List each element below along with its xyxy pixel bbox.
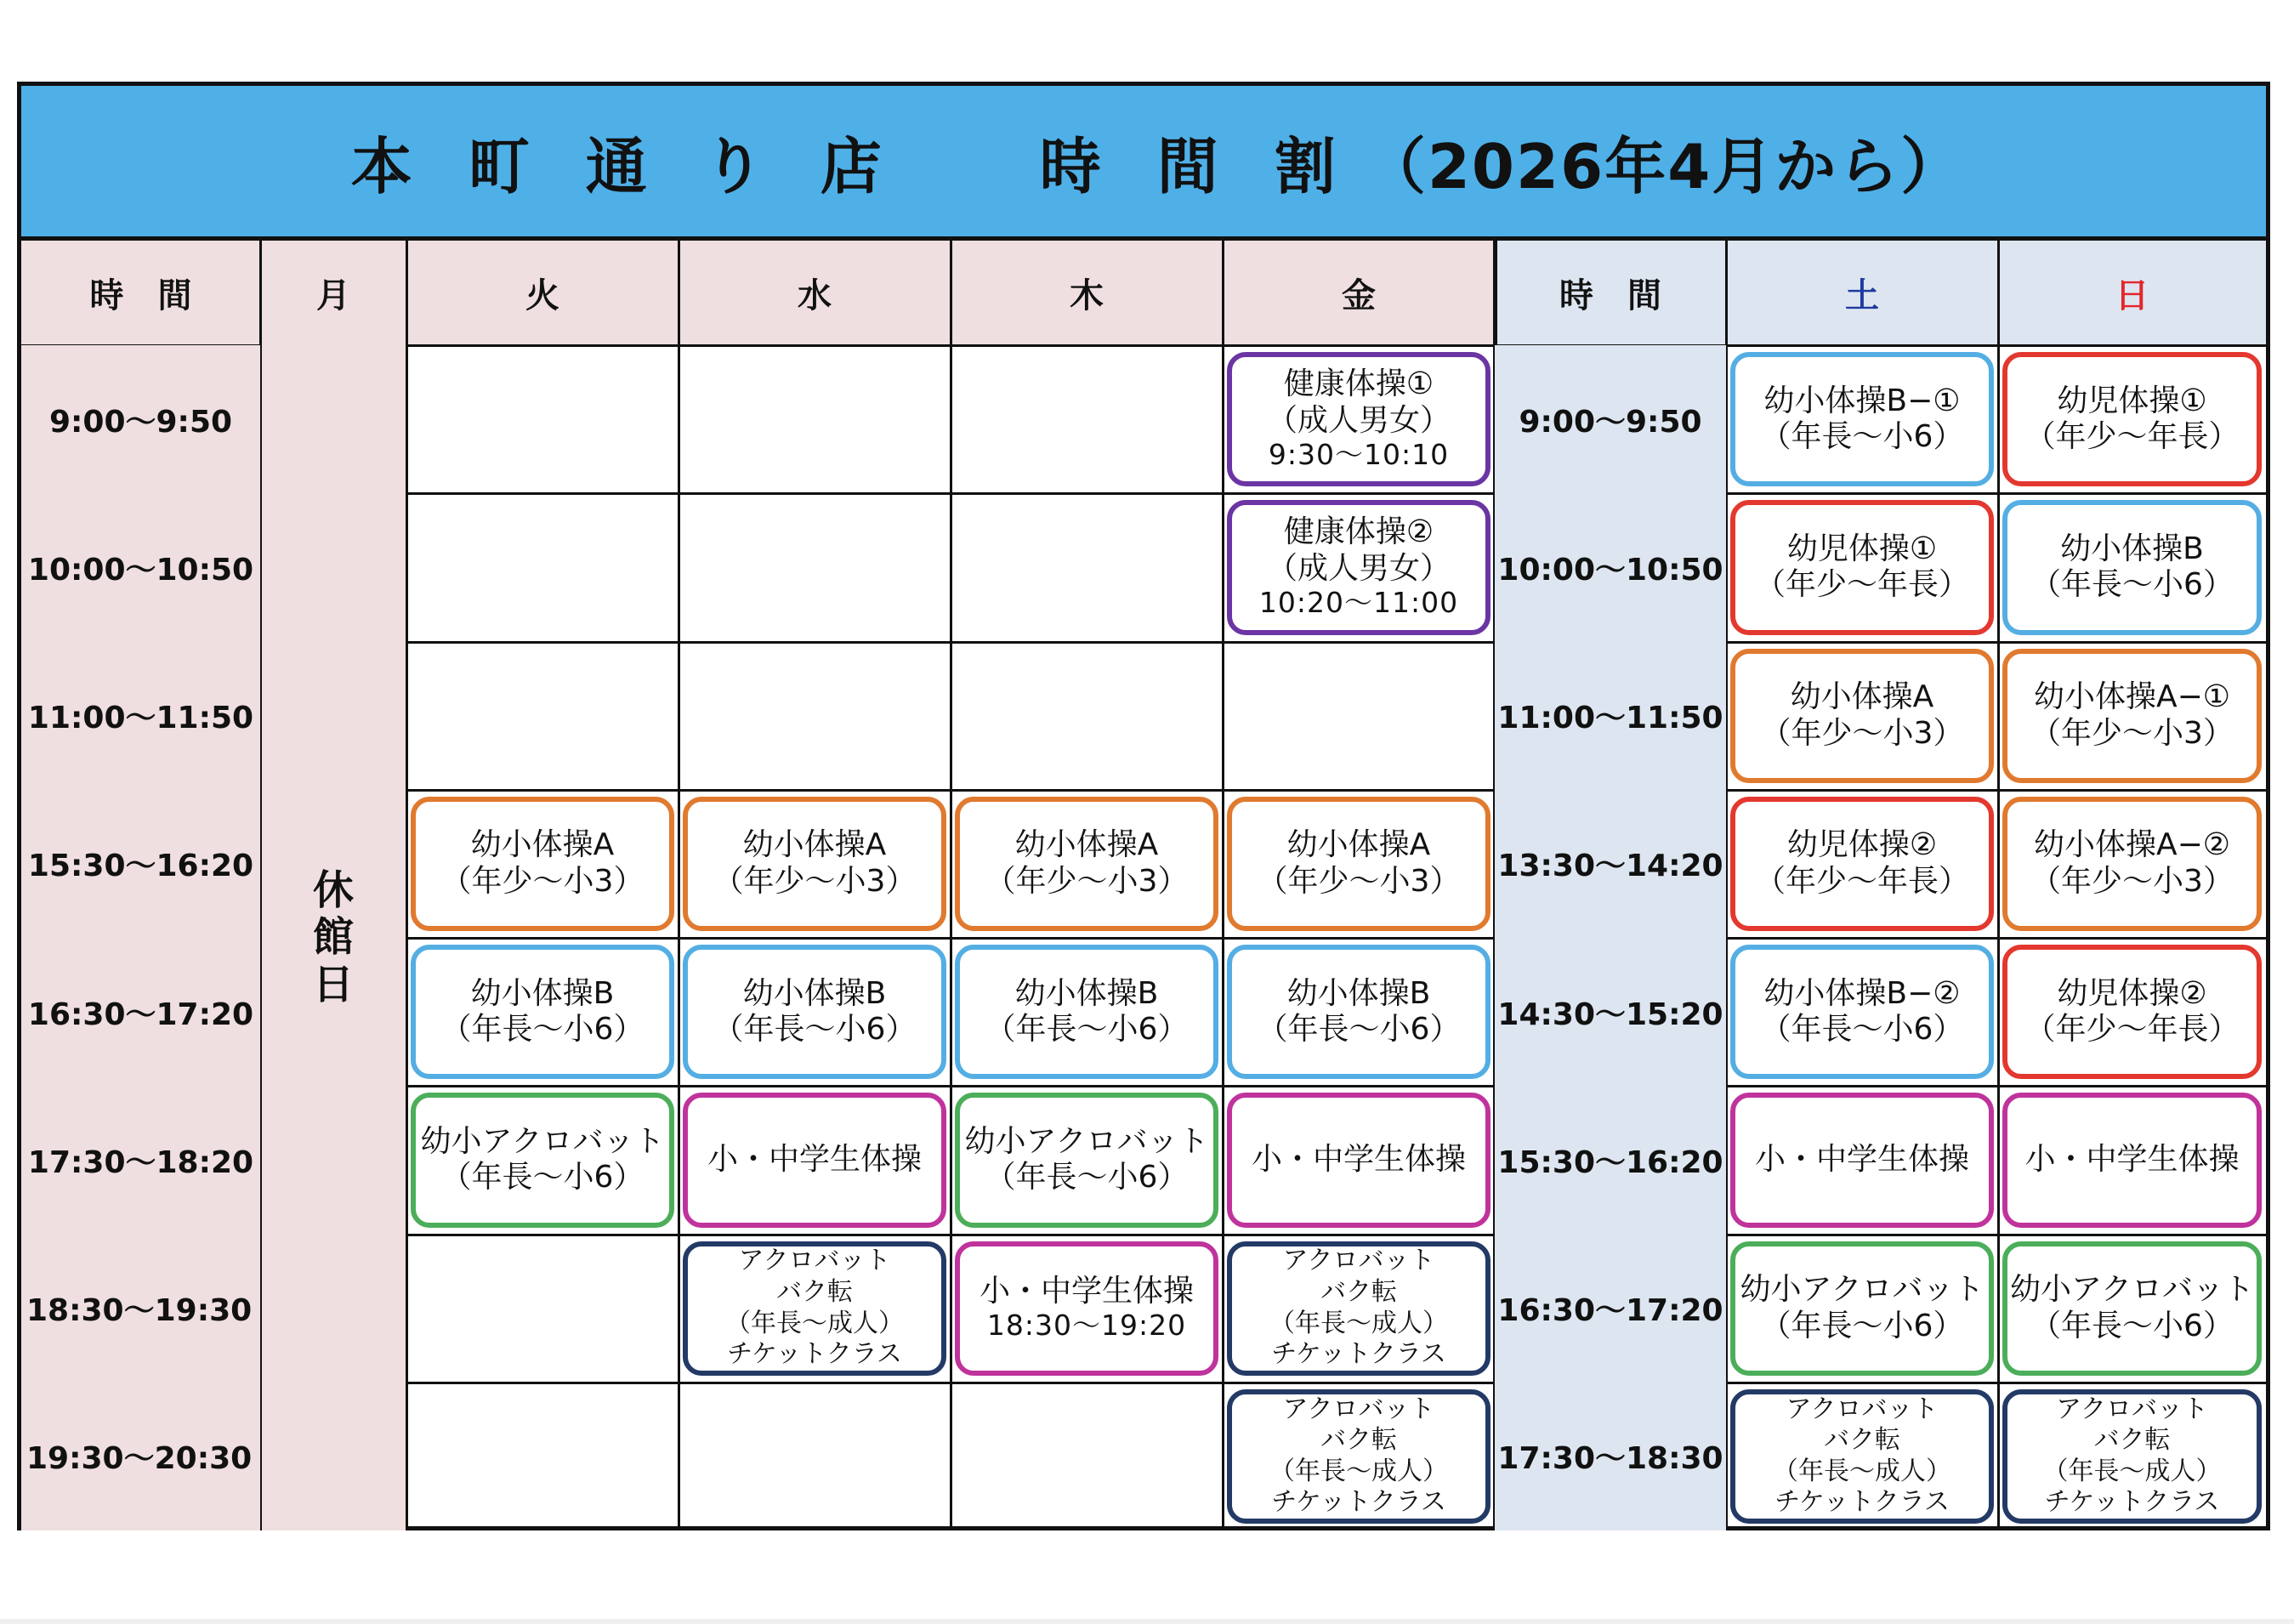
class-card-line: 小・中学生体操 [1251,1142,1466,1178]
header-time-left: 時 間 [21,241,260,345]
class-card-line: （年長〜成人） [1269,1456,1448,1486]
closed-day-label [260,345,406,1530]
class-card [683,1241,946,1376]
time-slot-right: 10:00〜10:50 [1495,493,1726,641]
closed-day-char: 日 [312,960,354,1008]
class-card-line: アクロバット [738,1246,891,1276]
page-title [21,86,2266,241]
class-card [1730,797,1994,931]
grid-line [1997,241,2000,1530]
class-card-line: （成人男女） [1266,402,1451,438]
class-card [411,945,674,1079]
class-card-line: （年少〜小3） [1760,715,1964,751]
time-slot-right: 11:00〜11:50 [1495,642,1726,790]
class-card-line: バク転 [2093,1425,2171,1456]
class-card-line: チケットクラス [2044,1487,2220,1518]
class-card-line: アクロバット [1282,1394,1435,1424]
class-card [683,1093,946,1227]
grid-line [406,937,2266,940]
class-card [411,1093,674,1227]
class-card-line: バク転 [1824,1425,1900,1456]
class-card-line: 幼小体操A−② [2033,827,2231,863]
class-card-line: 幼小体操B−② [1763,975,1961,1011]
class-card-line: 健康体操① [1283,366,1434,402]
time-slot-right: 13:30〜14:20 [1495,790,1726,938]
class-card-line: （年長〜成人） [725,1308,904,1338]
class-card-line: 幼小体操B [1286,975,1431,1011]
title-char: 間 [1156,130,1220,202]
time-slot-right: 16:30〜17:20 [1495,1235,1726,1383]
grid-line [406,1085,2266,1087]
class-card-line: 幼小体操A [1286,827,1431,863]
time-slot-left: 11:00〜11:50 [21,642,260,790]
class-card-line: 幼小アクロバット [1740,1272,1985,1308]
class-card-line: バク転 [776,1277,853,1308]
class-card [2002,1093,2262,1227]
class-card-line: （年少〜小3） [985,863,1189,899]
grid-line [406,641,2266,644]
class-card-line: アクロバット [1786,1394,1939,1424]
class-card [1730,1241,1994,1376]
grid-line [406,789,2266,792]
class-card-line: 幼小体操A [470,827,615,863]
class-card-line: 幼小体操A [742,827,887,863]
grid-line [950,241,952,1530]
class-card-line: 幼小アクロバット [420,1123,665,1159]
time-slot-left: 15:30〜16:20 [21,790,260,938]
class-card [1227,352,1491,486]
class-card-line: （年長〜小6） [2030,567,2234,603]
time-slot-right: 15:30〜16:20 [1495,1086,1726,1234]
title-char: 通 [585,130,649,202]
class-card-line: （年長〜小6） [985,1160,1189,1195]
title-char: 時 [1039,130,1103,202]
class-card-line: 幼小体操A−① [2033,679,2231,715]
class-card [2002,945,2262,1079]
grid-line [678,241,680,1530]
title-char: 町 [468,130,531,202]
header-fri: 金 [1223,241,1495,345]
class-card-line: （年長〜小6） [440,1160,644,1195]
class-card-line: （年長〜小6） [713,1012,917,1048]
class-card-line: 10:20〜11:00 [1258,586,1459,620]
class-card-line: （年長〜小6） [1257,1012,1461,1048]
time-slot-left: 17:30〜18:20 [21,1086,260,1234]
time-slot-left: 19:30〜20:30 [21,1383,260,1530]
class-card-line: 幼小体操B [742,975,887,1011]
class-card-line: 小・中学生体操 [1754,1142,1969,1178]
class-card [2002,1389,2262,1524]
class-card-line: 幼児体操② [1786,827,1938,863]
class-card-line: （年長〜小6） [1760,419,1964,455]
class-card-line: （年長〜小6） [2030,1308,2234,1343]
class-card [1730,945,1994,1079]
title-char: 店 [820,130,883,202]
class-card [955,797,1218,931]
time-slot-left: 16:30〜17:20 [21,938,260,1086]
class-card [2002,352,2262,486]
class-card-line: （年長〜小6） [985,1012,1189,1048]
class-card-line: （成人男女） [1266,550,1451,586]
class-card-line: （年少〜年長） [2024,419,2240,455]
header-sat: 土 [1726,241,1998,345]
class-card-line: バク転 [1320,1425,1397,1456]
class-card-line: （年少〜小3） [440,863,644,899]
class-card-line: （年少〜年長） [2024,1012,2240,1048]
class-card [955,1093,1218,1227]
class-card-line: バク転 [1320,1277,1397,1308]
class-card [1227,945,1491,1079]
title-char: り [702,130,766,202]
header-mon: 月 [260,241,406,345]
grid-line [406,344,2266,347]
schedule-label [1013,117,1365,206]
class-card-line: （年長〜小6） [440,1012,644,1048]
header-tue: 火 [406,241,679,345]
timetable [17,82,2270,1530]
class-card [411,797,674,931]
class-card-line: 小・中学生体操 [2024,1142,2240,1178]
class-card-line: 9:30〜10:10 [1268,438,1450,472]
class-card-line: 幼児体操① [2057,383,2207,418]
class-card-line: （年少〜年長） [1754,567,1969,603]
class-card-line: 幼小アクロバット [964,1123,1209,1159]
grid-line [406,1234,2266,1236]
class-card-line: アクロバット [1282,1246,1435,1276]
time-slot-left: 10:00〜10:50 [21,493,260,641]
class-card-line: 18:30〜19:20 [986,1309,1187,1343]
period-label: （2026年4月から） [1364,130,1964,202]
class-card-line: （年長〜小6） [1760,1012,1964,1048]
class-card-line: 幼小アクロバット [2010,1272,2254,1308]
class-card-line: 幼小体操B [2060,531,2204,566]
class-card-line: 幼小体操A [1014,827,1159,863]
class-card-line: （年長〜成人） [1269,1308,1448,1338]
class-card [1730,500,1994,634]
class-card-line: 幼児体操① [1786,531,1938,566]
page-bottom-edge [0,1619,2294,1624]
closed-day-char: 館 [312,913,354,962]
class-card-line: 幼児体操② [2057,975,2207,1011]
class-card-line: （年少〜小3） [1257,863,1461,899]
time-slot-left: 18:30〜19:30 [21,1235,260,1383]
grid-line [406,1382,2266,1384]
class-card [2002,649,2262,783]
class-card-line: 小・中学生体操 [707,1142,922,1178]
class-card [2002,500,2262,634]
closed-day-char: 休 [312,866,354,915]
time-slot-left: 9:00〜9:50 [21,345,260,493]
header-thu: 木 [951,241,1223,345]
class-card [1227,1241,1491,1376]
store-name [324,117,911,206]
class-card-line: チケットクラス [1271,1487,1446,1518]
class-card-line: 幼小体操B [1014,975,1159,1011]
class-card-line: （年少〜小3） [2030,863,2234,899]
class-card-line: チケットクラス [1271,1339,1446,1370]
class-card [1730,1093,1994,1227]
class-card [683,945,946,1079]
class-card [1227,500,1491,634]
title-char: 本 [350,130,414,202]
class-card-line: アクロバット [2055,1394,2209,1424]
class-card [1227,1093,1491,1227]
class-card-line: （年長〜成人） [2042,1456,2222,1486]
class-card-line: （年少〜年長） [1754,863,1969,899]
header-time-right: 時 間 [1495,241,1726,345]
grid-line [406,241,408,1530]
grid-line [406,492,2266,495]
class-card-line: 幼小体操A [1790,679,1934,715]
class-card-line: 小・中学生体操 [979,1273,1194,1309]
class-card [1227,797,1491,931]
class-card-line: （年少〜小3） [713,863,917,899]
time-slot-right: 9:00〜9:50 [1495,345,1726,493]
class-card [2002,1241,2262,1376]
time-slot-right: 17:30〜18:30 [1495,1383,1726,1530]
class-card [1730,649,1994,783]
header-wed: 水 [679,241,951,345]
class-card-line: 健康体操② [1283,514,1434,550]
class-card-line: 幼小体操B [470,975,615,1011]
class-card [955,1241,1218,1376]
class-card [683,797,946,931]
class-card [1730,352,1994,486]
title-char: 割 [1274,130,1337,202]
class-card-line: 幼小体操B−① [1763,383,1961,418]
class-card [1227,1389,1491,1524]
class-card-line: （年長〜小6） [1760,1308,1964,1343]
class-card-line: チケットクラス [727,1339,902,1370]
class-card-line: チケットクラス [1774,1487,1950,1518]
class-card-line: （年長〜成人） [1773,1456,1951,1486]
class-card [955,945,1218,1079]
header-sun: 日 [1998,241,2266,345]
grid-line [1222,241,1224,1530]
class-card-line: （年少〜小3） [2030,715,2234,751]
time-slot-right: 14:30〜15:20 [1495,938,1726,1086]
class-card [1730,1389,1994,1524]
class-card [2002,797,2262,931]
